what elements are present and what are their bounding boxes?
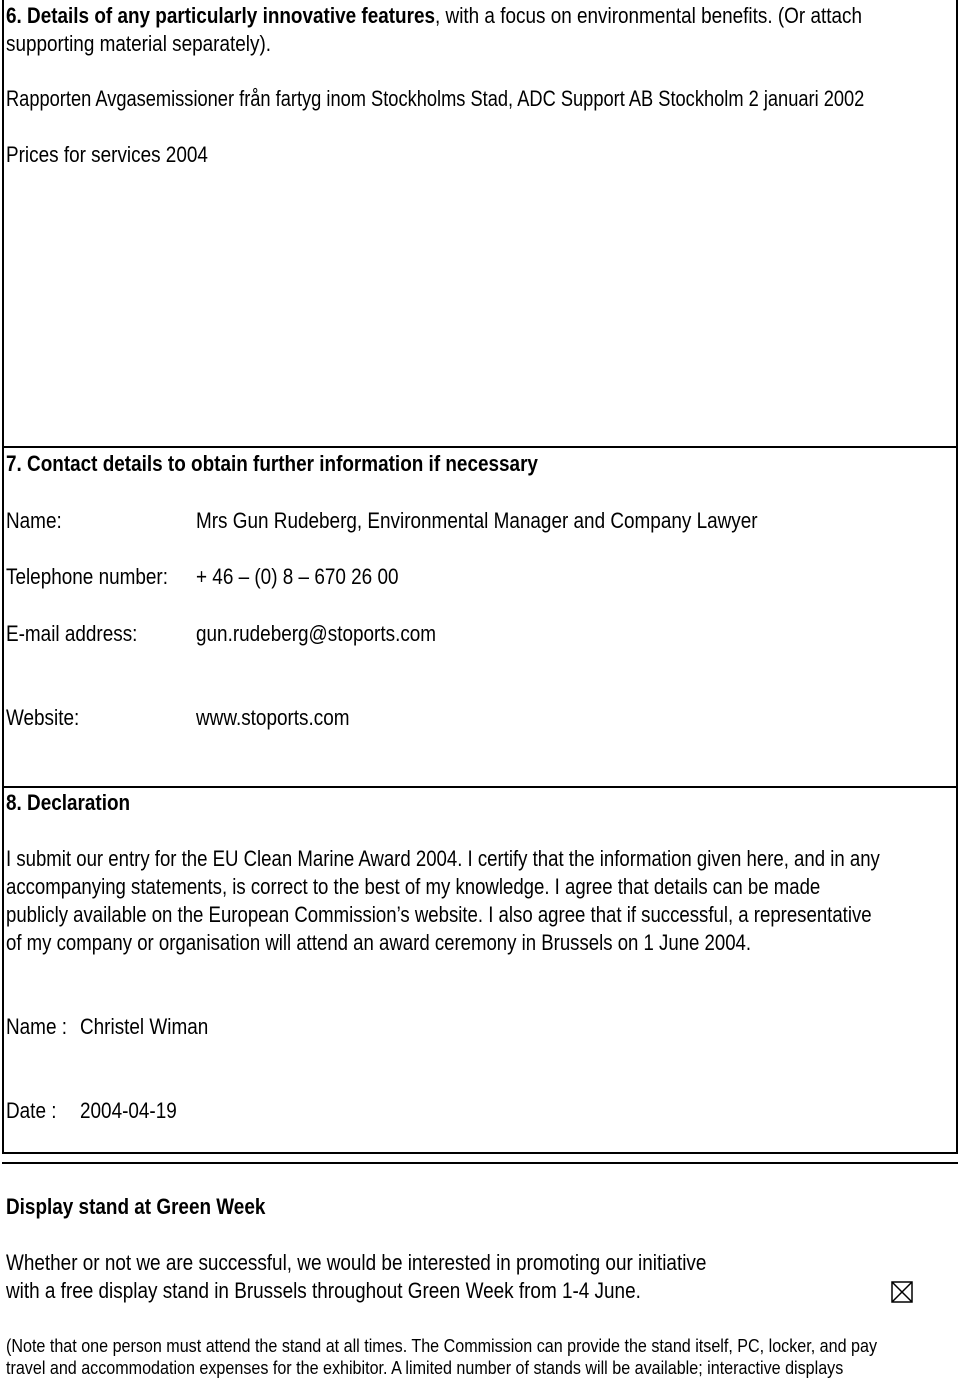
section-8-heading: 8. Declaration	[6, 790, 131, 815]
section-7-box	[2, 446, 958, 788]
declaration-date-value: 2004-04-19	[80, 1098, 177, 1123]
contact-name-value: Mrs Gun Rudeberg, Environmental Manager and Company Lawyer	[196, 508, 758, 533]
contact-phone-label: Telephone number:	[6, 564, 168, 589]
declaration-line-4: of my company or organisation will attend an award ceremony in Brussels on 1 June 2004.	[6, 930, 752, 955]
contact-phone-value: + 46 – (0) 8 – 670 26 00	[196, 564, 399, 589]
section-6-line-prices: Prices for services 2004	[6, 142, 208, 167]
section-7-heading: 7. Contact details to obtain further information if necessary	[6, 451, 538, 476]
section-6-line-report: Rapporten Avgasemissioner från fartyg inom Stockholms Stad, ADC Support AB Stockholm 2 januari 2002	[6, 86, 865, 111]
section-6-box	[2, 0, 958, 448]
display-stand-line-1: Whether or not we are successful, we would be interested in promoting our initiative	[6, 1250, 707, 1275]
section-divider	[2, 1162, 958, 1164]
display-stand-note-1: (Note that one person must attend the stand at all times. The Commission can provide the stand itself, PC, locker, and pay	[6, 1336, 878, 1356]
contact-email-value: gun.rudeberg@stoports.com	[196, 621, 437, 646]
contact-email-label: E-mail address:	[6, 621, 138, 646]
contact-website-value: www.stoports.com	[196, 705, 350, 730]
declaration-line-2: accompanying statements, is correct to the best of my knowledge. I agree that details can be made	[6, 874, 821, 899]
display-stand-note-2: travel and accommodation expenses for the exhibitor. A limited number of stands will be available; interactive displays	[6, 1358, 844, 1378]
declaration-line-3: publicly available on the European Commission’s website. I also agree that if successful, a representative	[6, 902, 872, 927]
contact-website-label: Website:	[6, 705, 80, 730]
declaration-date-label: Date :	[6, 1098, 57, 1123]
declaration-line-1: I submit our entry for the EU Clean Marine Award 2004. I certify that the information given here, and in any	[6, 846, 880, 871]
section-6-heading	[6, 2, 862, 30]
section-6-heading-line2: supporting material separately).	[6, 31, 272, 56]
display-stand-heading: Display stand at Green Week	[6, 1194, 266, 1219]
display-stand-line-2: with a free display stand in Brussels throughout Green Week from 1-4 June.	[6, 1278, 641, 1303]
display-stand-checkbox[interactable]	[891, 1281, 913, 1303]
declaration-name-label: Name :	[6, 1014, 67, 1039]
section-6-heading-bold: 6. Details of any particularly innovative features	[6, 3, 436, 28]
contact-name-label: Name:	[6, 508, 62, 533]
declaration-name-value: Christel Wiman	[80, 1014, 209, 1039]
section-6-heading-rest: , with a focus on environmental benefits. (Or attach	[435, 3, 862, 28]
